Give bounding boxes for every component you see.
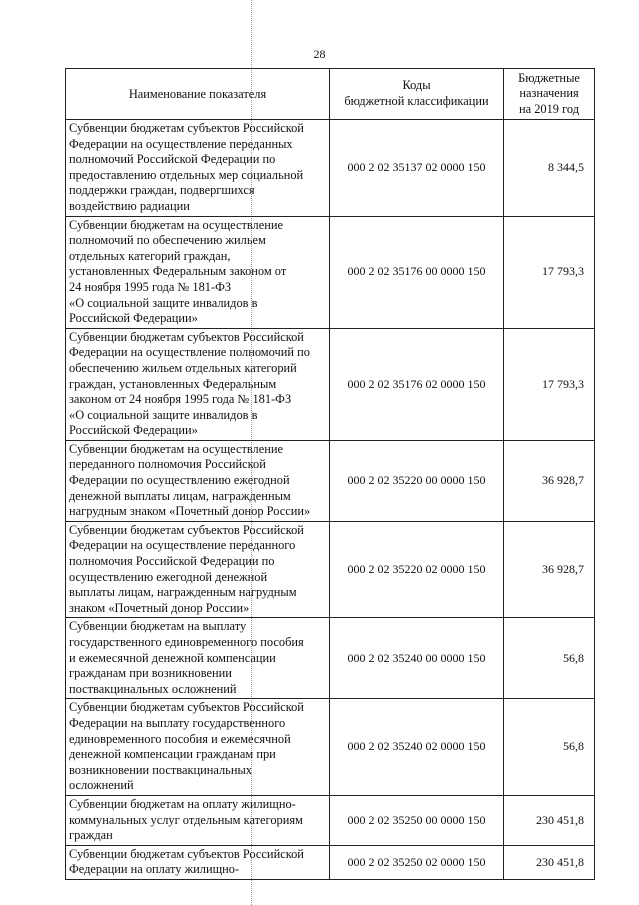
header-budget-amount [504, 69, 595, 120]
indicator-name-line: и ежемесячной денежной компенсации [69, 650, 276, 665]
budget-amount-cell: 56,8 [504, 618, 595, 699]
indicator-name-line: переданного полномочия Российской [69, 457, 266, 472]
indicator-name-line: 24 ноября 1995 года № 181-ФЗ [69, 279, 232, 294]
budget-code-cell: 000 2 02 35240 00 0000 150 [330, 618, 504, 699]
indicator-name-line: гражданам при возникновении [69, 666, 232, 681]
indicator-name-line: поствакцинальных осложнений [69, 681, 237, 696]
indicator-name-cell [66, 521, 330, 618]
indicator-name-line: полномочий по обеспечению жильем [69, 233, 266, 248]
indicator-name-line: коммунальных услуг отдельным категориям [69, 812, 303, 827]
indicator-name-cell [66, 845, 330, 879]
indicator-name-line: денежной выплаты лицам, награжденным [69, 488, 291, 503]
indicator-name-cell [66, 699, 330, 796]
header-codes-line-1: Коды [402, 78, 431, 93]
header-codes-line-2: бюджетной классификации [344, 94, 489, 108]
budget-amount-cell: 230 451,8 [504, 845, 595, 879]
budget-code-cell: 000 2 02 35176 00 0000 150 [330, 216, 504, 328]
budget-amount-cell: 17 793,3 [504, 216, 595, 328]
indicator-name-line: Федерации на выплату государственного [69, 715, 286, 730]
indicator-name-cell [66, 618, 330, 699]
indicator-name-line: законом от 24 ноября 1995 года № 181-ФЗ [69, 392, 292, 407]
table-header-row [66, 69, 595, 120]
table-body [66, 120, 595, 880]
indicator-name-line: воздействию радиации [69, 198, 190, 213]
indicator-name-cell [66, 795, 330, 845]
indicator-name-line: Федерации на осуществление переданных [69, 136, 293, 151]
indicator-name-cell [66, 120, 330, 217]
header-amount-line-1: Бюджетные [518, 70, 580, 85]
header-amount-line-3: на 2019 год [518, 101, 580, 116]
table-row [66, 328, 595, 440]
indicator-name-line: Субвенции бюджетам субъектов Российской [69, 700, 304, 715]
indicator-name-line: государственного единовременного пособия [69, 635, 304, 649]
header-amount-line-2: назначения [519, 86, 579, 101]
budget-code-cell: 000 2 02 35176 02 0000 150 [330, 328, 504, 440]
indicator-name-line: Российской Федерации» [69, 423, 198, 438]
indicator-name-line: граждан [69, 828, 113, 843]
indicator-name-line: «О социальной защите инвалидов в [69, 407, 258, 422]
budget-code-cell: 000 2 02 35240 02 0000 150 [330, 699, 504, 796]
indicator-name-line: граждан, установленных Федеральным [69, 376, 277, 391]
indicator-name-line: возникновении поствакцинальных [69, 762, 252, 777]
indicator-name-line: Федерации на оплату жилищно- [69, 862, 240, 877]
indicator-name-cell [66, 328, 330, 440]
indicator-name-cell [66, 216, 330, 328]
indicator-name-line: осложнений [69, 778, 134, 793]
table-row [66, 521, 595, 618]
budget-code-cell: 000 2 02 35250 00 0000 150 [330, 795, 504, 845]
indicator-name-line: Федерации по осуществлению ежегодной [69, 473, 290, 488]
indicator-name-line: обеспечению жильем отдельных категорий [69, 360, 297, 375]
indicator-name-line: полномочия Российской Федерации по [69, 554, 275, 569]
table-row [66, 120, 595, 217]
indicator-name-line: Субвенции бюджетам субъектов Российской [69, 329, 304, 344]
table-row [66, 216, 595, 328]
budget-code-cell: 000 2 02 35220 00 0000 150 [330, 440, 504, 521]
table-row [66, 845, 595, 879]
indicator-name-line: Субвенции бюджетам на осуществление [69, 441, 283, 456]
budget-amount-cell: 230 451,8 [504, 795, 595, 845]
budget-amount-cell: 36 928,7 [504, 440, 595, 521]
budget-code-cell: 000 2 02 35137 02 0000 150 [330, 120, 504, 217]
budget-table [65, 68, 595, 880]
indicator-name-line: Субвенции бюджетам на осуществление [69, 217, 283, 232]
table-row [66, 795, 595, 845]
table-row [66, 440, 595, 521]
indicator-name-line: Субвенции бюджетам на оплату жилищно- [69, 796, 296, 811]
indicator-name-line: денежной компенсации гражданам при [69, 747, 276, 762]
indicator-name-line: Субвенции бюджетам субъектов Российской [69, 121, 304, 135]
indicator-name-line: установленных Федеральным законом от [69, 264, 287, 279]
table-row [66, 618, 595, 699]
indicator-name-line: Субвенции бюджетам субъектов Российской [69, 846, 304, 861]
budget-amount-cell: 56,8 [504, 699, 595, 796]
indicator-name-line: нагрудным знаком «Почетный донор России» [69, 504, 311, 519]
budget-code-cell: 000 2 02 35220 02 0000 150 [330, 521, 504, 618]
indicator-name-line: поддержки граждан, подвергшихся [69, 183, 255, 198]
indicator-name-line: предоставлению отдельных мер социальной [69, 167, 304, 182]
budget-amount-cell: 17 793,3 [504, 328, 595, 440]
indicator-name-line: полномочий Российской Федерации по [69, 152, 276, 167]
indicator-name-line: отдельных категорий граждан, [69, 248, 231, 263]
indicator-name-line: Субвенции бюджетам на выплату [69, 619, 247, 634]
indicator-name-line: знаком «Почетный донор России» [69, 600, 250, 615]
indicator-name-line: Федерации на осуществление переданного [69, 538, 296, 553]
header-indicator-name: Наименование показателя [66, 69, 330, 120]
indicator-name-line: Субвенции бюджетам субъектов Российской [69, 522, 304, 537]
indicator-name-line: единовременного пособия и ежемесячной [69, 731, 291, 746]
indicator-name-line: выплаты лицам, награжденным нагрудным [69, 585, 297, 600]
indicator-name-line: осуществлению ежегодной денежной [69, 569, 268, 584]
budget-amount-cell: 8 344,5 [504, 120, 595, 217]
table-row [66, 699, 595, 796]
indicator-name-line: Федерации на осуществление полномочий по [69, 345, 310, 360]
budget-code-cell: 000 2 02 35250 02 0000 150 [330, 845, 504, 879]
header-budget-codes [330, 69, 504, 120]
indicator-name-cell [66, 440, 330, 521]
page-number: 28 [313, 47, 326, 61]
indicator-name-line: «О социальной защите инвалидов в [69, 295, 258, 310]
indicator-name-line: Российской Федерации» [69, 311, 198, 326]
budget-amount-cell: 36 928,7 [504, 521, 595, 618]
